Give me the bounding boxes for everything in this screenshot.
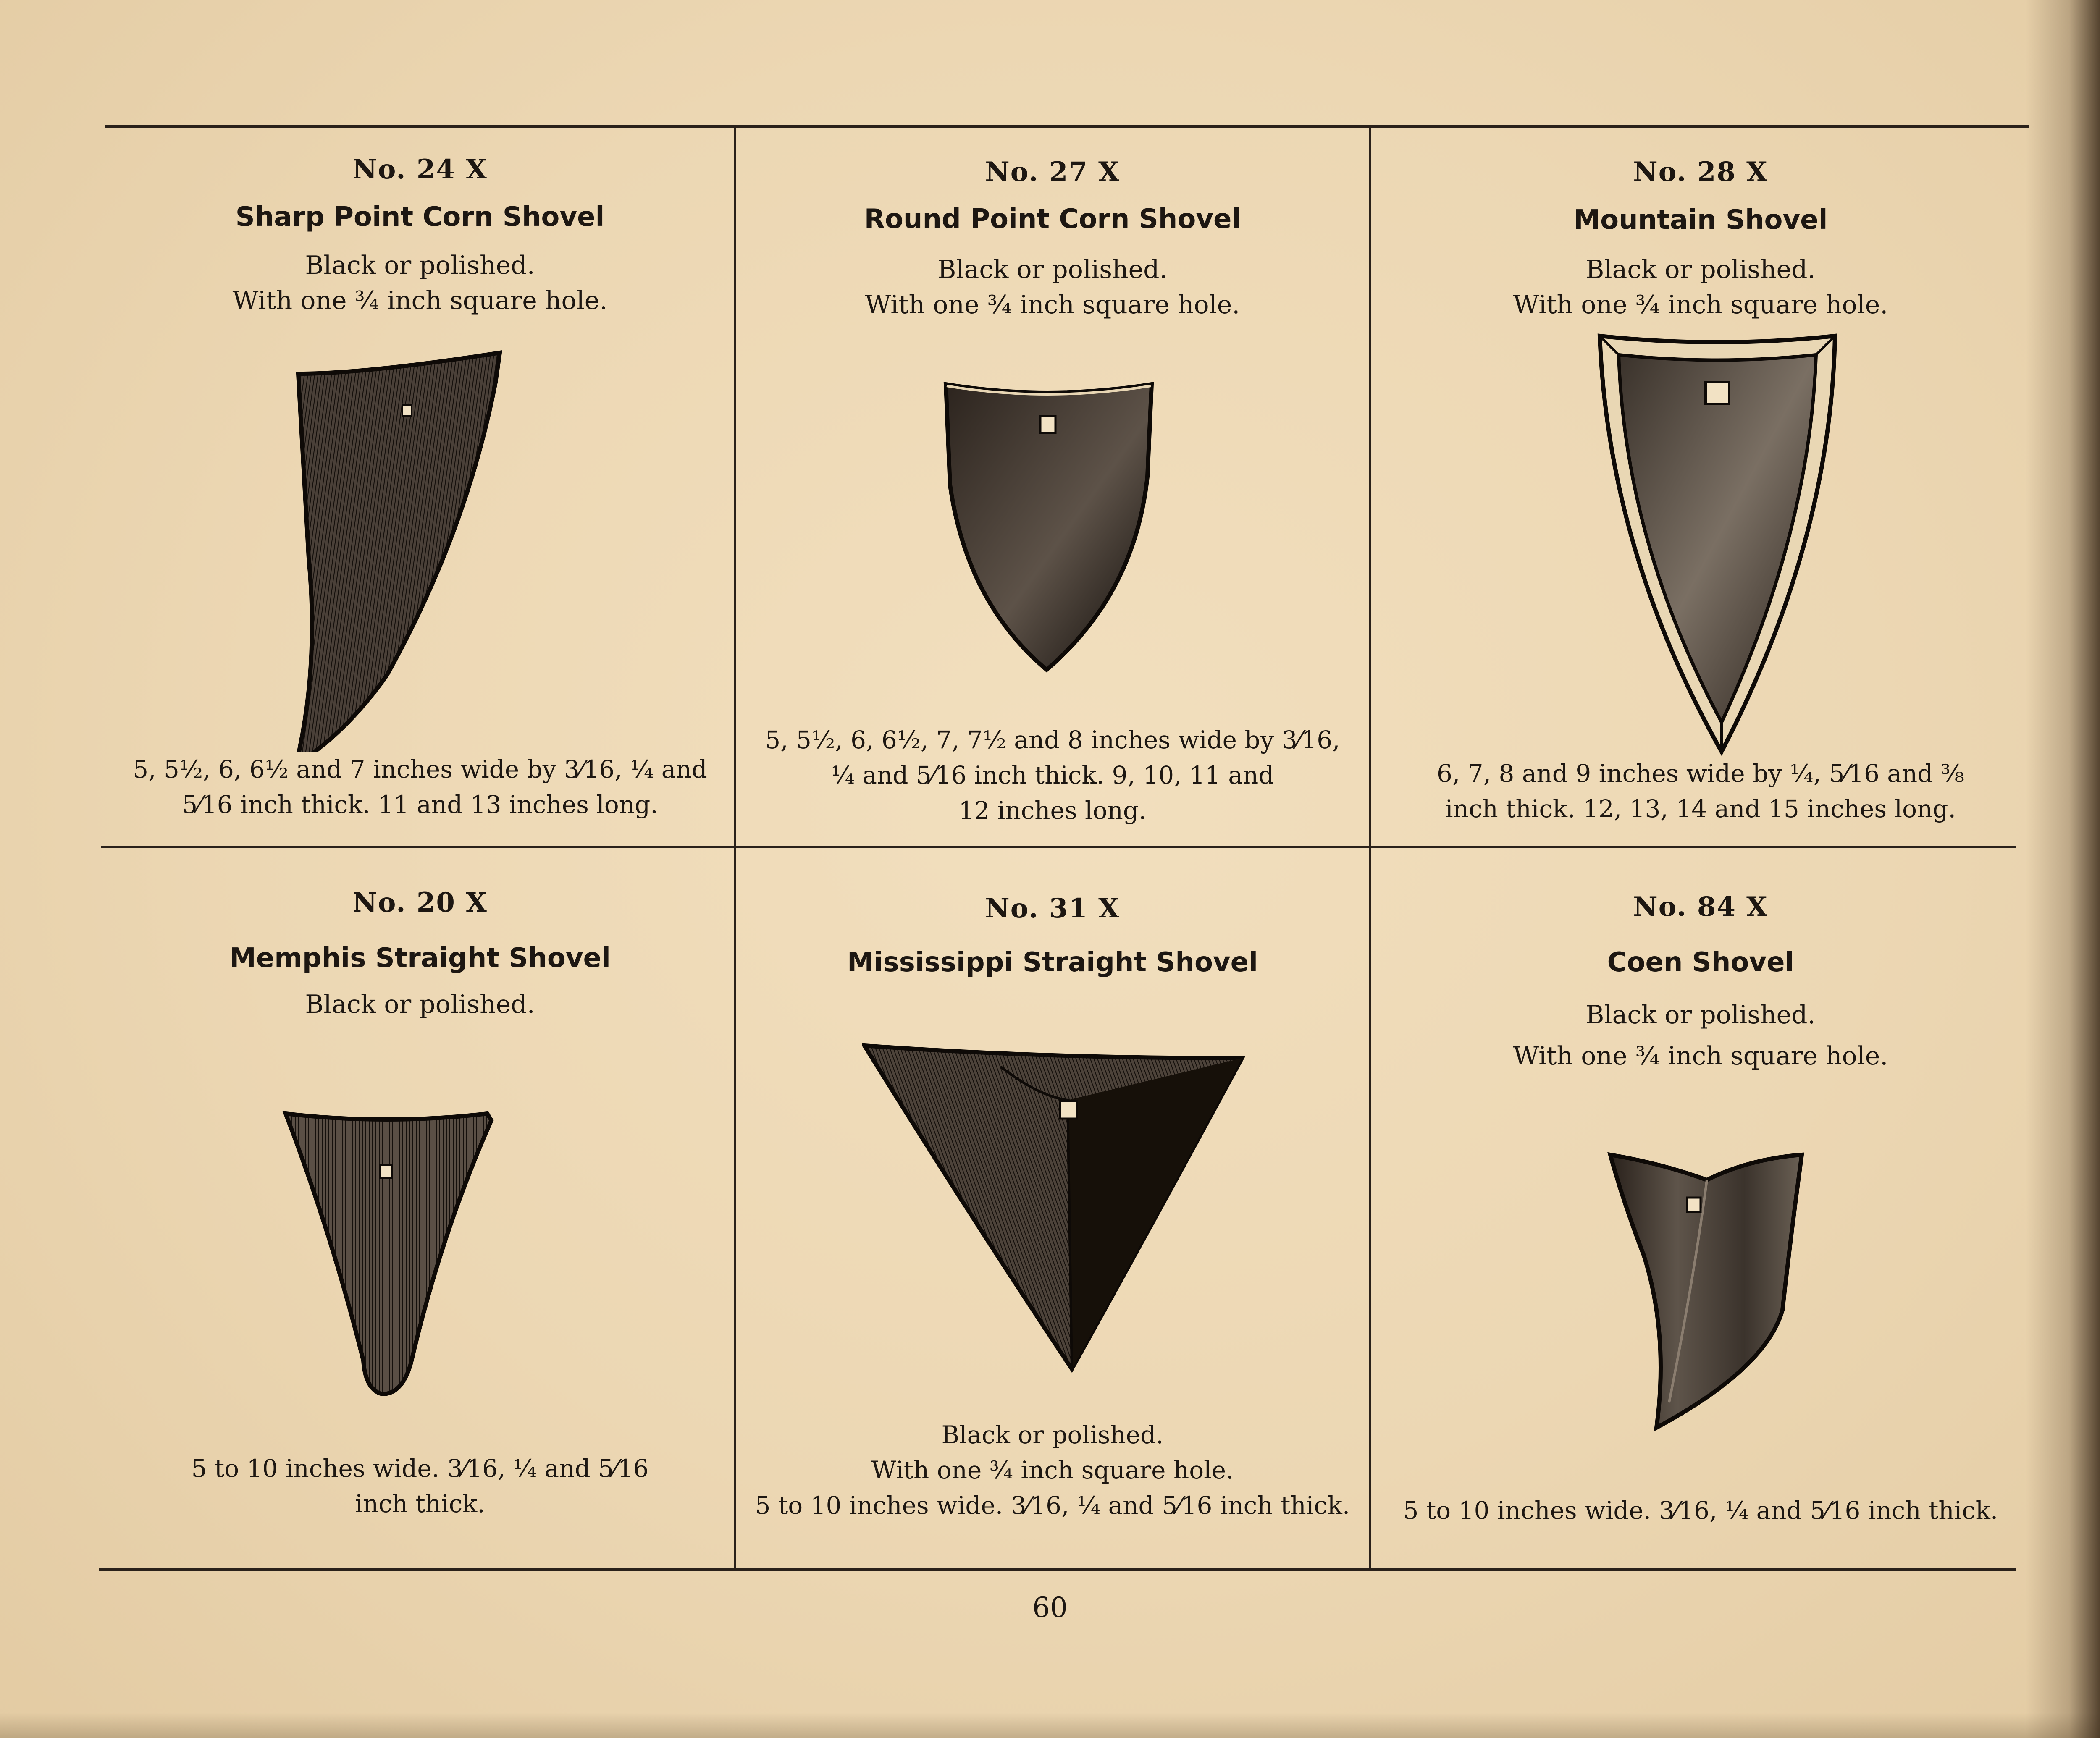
shovel-cell-31x <box>736 848 1369 1568</box>
coen-shovel-illustration <box>1606 1151 1808 1436</box>
middle-rule <box>101 846 2016 848</box>
product-specs: 5, 5½, 6, 6½ and 7 inches wide by 3⁄16, ¼ and 5⁄16 inch thick. 11 and 13 inches long. <box>133 755 707 819</box>
product-number: No. 27 X <box>985 156 1120 188</box>
product-name: Mississippi Straight Shovel <box>847 947 1258 978</box>
product-specs: 5 to 10 inches wide. 3⁄16, ¼ and 5⁄16 inch thick. <box>1403 1496 1998 1525</box>
product-description: Black or polished. <box>305 990 535 1019</box>
mountain-shovel-illustration <box>1596 332 1839 756</box>
product-number: No. 31 X <box>985 893 1120 924</box>
page-bottom-shade <box>0 1713 2100 1738</box>
product-name: Memphis Straight Shovel <box>229 943 611 974</box>
shovel-cell-28x <box>1371 126 2030 846</box>
shovel-cell-27x <box>736 126 1369 846</box>
product-number: No. 20 X <box>352 887 488 918</box>
shovel-cell-20x <box>105 848 735 1568</box>
product-number: No. 84 X <box>1633 891 1768 923</box>
product-description: Black or polished. With one ¾ inch square hole. <box>1513 1000 1888 1071</box>
product-description: Black or polished. With one ¾ inch square hole. <box>1513 255 1888 320</box>
product-description: Black or polished. With one ¾ inch square hole. <box>232 251 608 315</box>
product-name: Coen Shovel <box>1607 947 1794 978</box>
bottom-rule <box>99 1568 2016 1571</box>
product-specs: 5, 5½, 6, 6½, 7, 7½ and 8 inches wide by 3⁄16, ¼ and 5⁄16 inch thick. 9, 10, 11 and 12 inches long. <box>765 726 1340 825</box>
page-number: 60 <box>1032 1591 1068 1624</box>
product-number: No. 24 X <box>352 154 488 185</box>
round-point-corn-shovel-illustration <box>942 376 1160 678</box>
product-specs: 5 to 10 inches wide. 3⁄16, ¼ and 5⁄16 inch thick. <box>191 1454 649 1518</box>
memphis-straight-shovel-illustration <box>281 1109 500 1398</box>
product-name: Mountain Shovel <box>1573 204 1828 236</box>
book-binding-edge <box>2026 0 2100 1738</box>
product-name: Sharp Point Corn Shovel <box>235 202 605 233</box>
product-number: No. 28 X <box>1633 156 1768 188</box>
shovel-cell-24x <box>105 126 735 846</box>
product-specs: 6, 7, 8 and 9 inches wide by ¼, 5⁄16 and ⅜ inch thick. 12, 13, 14 and 15 inches long. <box>1436 759 1965 823</box>
mississippi-straight-shovel-illustration <box>862 1041 1248 1377</box>
sharp-point-corn-shovel-illustration <box>273 344 542 752</box>
product-name: Round Point Corn Shovel <box>864 204 1241 235</box>
product-description: Black or polished. With one ¾ inch square hole. <box>865 255 1240 320</box>
product-specs: Black or polished. With one ¾ inch square hole. 5 to 10 inches wide. 3⁄16, ¼ and 5⁄16 inch thick. <box>755 1421 1350 1520</box>
shovel-cell-84x <box>1371 848 2030 1568</box>
